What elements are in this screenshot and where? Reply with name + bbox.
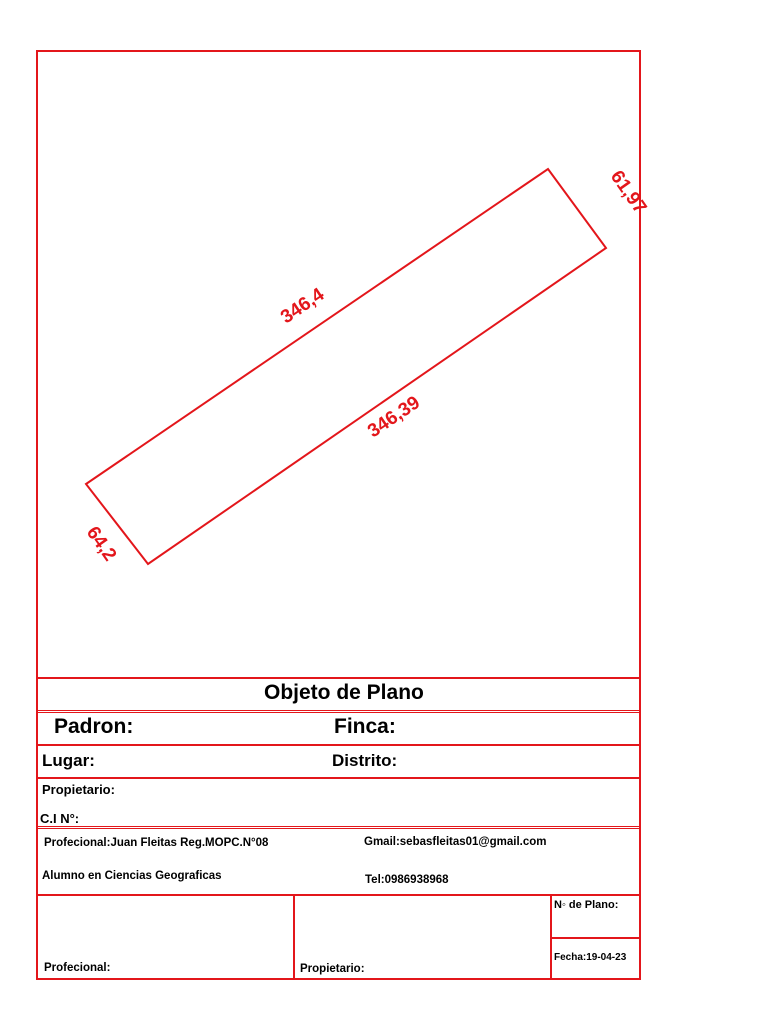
side-top-label: 346,4 xyxy=(277,284,329,329)
padron-label: Padron: xyxy=(54,715,134,738)
distrito-label: Distrito: xyxy=(332,751,398,770)
alumno-text: Alumno en Ciencias Geograficas xyxy=(42,870,222,882)
gmail-text: Gmail:sebasfleitas01@gmail.com xyxy=(364,836,547,848)
profesional-info: Profecional:Juan Fleitas Reg.MOPC.N°08 xyxy=(44,837,269,849)
lugar-row xyxy=(38,744,639,777)
side-left-label: 64,2 xyxy=(81,522,121,566)
signature-divider xyxy=(293,896,295,980)
propietario-sign-label: Propietario: xyxy=(300,963,365,975)
propietario-label: Propietario: xyxy=(42,782,115,797)
professional-row xyxy=(38,826,639,894)
plan-title: Objeto de Plano xyxy=(264,681,424,704)
plan-number-label: N◦ de Plano: xyxy=(554,899,619,911)
profecional-sign-label: Profecional: xyxy=(44,962,111,974)
tel-text: Tel:0986938968 xyxy=(365,874,449,886)
title-row xyxy=(38,677,639,710)
parcel-drawing xyxy=(38,52,651,677)
finca-label: Finca: xyxy=(334,715,396,738)
parcel-outline xyxy=(86,169,606,564)
side-bottom-label: 346,39 xyxy=(364,392,424,443)
plan-number-separator xyxy=(550,937,639,939)
owner-row xyxy=(38,777,639,827)
signature-row xyxy=(38,894,639,978)
fecha-label: Fecha:19-04-23 xyxy=(554,952,627,963)
plan-sheet xyxy=(36,50,651,980)
lugar-label: Lugar: xyxy=(42,751,95,770)
padron-row xyxy=(38,710,639,744)
ci-label: C.I N°: xyxy=(40,811,80,826)
side-right-label: 61,97 xyxy=(605,166,651,218)
